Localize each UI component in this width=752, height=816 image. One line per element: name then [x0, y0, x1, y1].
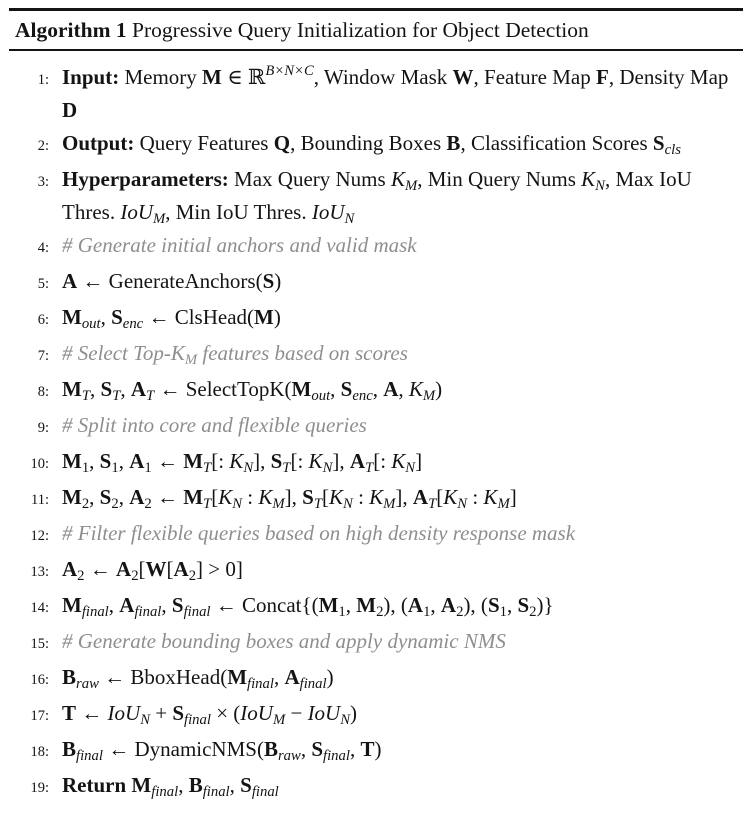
- line-number: 7:: [37, 348, 49, 364]
- line-number: 9:: [37, 420, 49, 436]
- line-content: $A_2$ ← $A_2[W[A_2] > 0]$: [62, 557, 243, 585]
- line-content: $M_{final}$, $A_{final}$, $S_{final}$ ← $Concat\{(M_1$, $M_2$), ($A_1$, $A_2$), ($S_1$, $S_2$)}: [62, 593, 554, 621]
- line-number: 13:: [30, 564, 49, 580]
- line-content: Output: Query Features Q, Bounding Boxes B, Classification Scores $S_{cls}$: [62, 131, 681, 159]
- algorithm-line-6: [9, 301, 743, 337]
- line-number: 6:: [37, 312, 49, 328]
- line-content: T ← $IoU_N + S_{final} \times (IoU_M - IoU_N)$: [62, 701, 358, 729]
- line-number: 16:: [30, 672, 49, 688]
- algorithm-body: [9, 51, 743, 816]
- line-content: Return $M_{final}$, $B_{final}$, $S_{final}$: [62, 773, 279, 801]
- line-content: $M_{out}$, $S_{enc}$ ← ClsHead(M): [62, 305, 281, 333]
- line-number: 19:: [30, 780, 49, 796]
- algorithm-header: [9, 11, 743, 49]
- algorithm-line-7: [9, 337, 743, 373]
- line-number: 18:: [30, 744, 49, 760]
- line-content: # Split into core and flexible queries: [62, 413, 367, 437]
- line-content: # Generate initial anchors and valid mask: [62, 233, 417, 257]
- line-content: # Filter flexible queries based on high density response mask: [62, 521, 576, 545]
- line-content: A ← GenerateAnchors(S): [62, 269, 282, 293]
- algorithm-line-14: [9, 589, 743, 625]
- line-number: 11:: [31, 492, 49, 508]
- line-number: 2:: [37, 138, 49, 154]
- algorithm-line-3: [9, 163, 743, 229]
- line-content: # Select Top-$K_M$ features based on scores: [62, 341, 408, 369]
- algorithm-line-4: [9, 229, 743, 265]
- algorithm-line-17: [9, 697, 743, 733]
- line-number: 4:: [37, 240, 49, 256]
- line-content: Hyperparameters: Max Query Nums $K_M$, Min Query Nums $K_N$, Max IoU Thres. IoU$_M$, Min IoU Thres. IoU$_N$: [62, 167, 692, 228]
- line-content: # Generate bounding boxes and apply dynamic NMS: [62, 629, 506, 653]
- algorithm-title: Progressive Query Initialization for Object Detection: [126, 18, 589, 42]
- line-number: 14:: [30, 600, 49, 616]
- algorithm-line-8: [9, 373, 743, 409]
- line-number: 5:: [37, 276, 49, 292]
- line-number: 3:: [37, 174, 49, 190]
- algorithm-line-11: [9, 481, 743, 517]
- algorithm-line-12: [9, 517, 743, 553]
- algorithm-line-10: [9, 445, 743, 481]
- line-content: $B_{raw}$ ← $BboxHead(M_{final}$, $A_{final}$): [62, 665, 334, 693]
- line-content: $M_1$, $S_1$, $A_1$ ← $M_T$[: $K_N$], $S_T$[: $K_N$], $A_T$[: $K_N$]: [62, 449, 423, 477]
- algorithm-line-5: [9, 265, 743, 301]
- line-number: 1:: [37, 72, 49, 88]
- line-content: $M_2$, $S_2$, $A_2$ ← $M_T[K_N$ : $K_M$], $S_T[K_N$ : $K_M$], $A_T[K_N$ : $K_M$]: [62, 485, 517, 513]
- line-number: 12:: [30, 528, 49, 544]
- line-number: 17:: [30, 708, 49, 724]
- line-number: 8:: [37, 384, 49, 400]
- algorithm-line-2: [9, 127, 743, 163]
- line-content: $M_T$, $S_T$, $A_T$ ← $SelectTopK(M_{out}$, $S_{enc}$, A, $K_M$): [62, 377, 443, 405]
- algorithm-line-15: [9, 625, 743, 661]
- line-number: 10:: [30, 456, 49, 472]
- algorithm-label: Algorithm 1: [15, 18, 127, 42]
- algorithm-line-16: [9, 661, 743, 697]
- algorithm-line-13: [9, 553, 743, 589]
- line-content: Input: Memory M ∈ ℝ$^{B\times N\times C}$, Window Mask W, Feature Map F, Density Map D: [62, 63, 729, 122]
- algorithm-line-1: [9, 61, 743, 127]
- algorithm-line-18: [9, 733, 743, 769]
- line-content: $B_{final}$ ← $DynamicNMS(B_{raw}$, $S_{final}$, T): [62, 737, 382, 765]
- line-number: 15:: [30, 636, 49, 652]
- algorithm-line-19: [9, 769, 743, 805]
- algorithm-line-9: [9, 409, 743, 445]
